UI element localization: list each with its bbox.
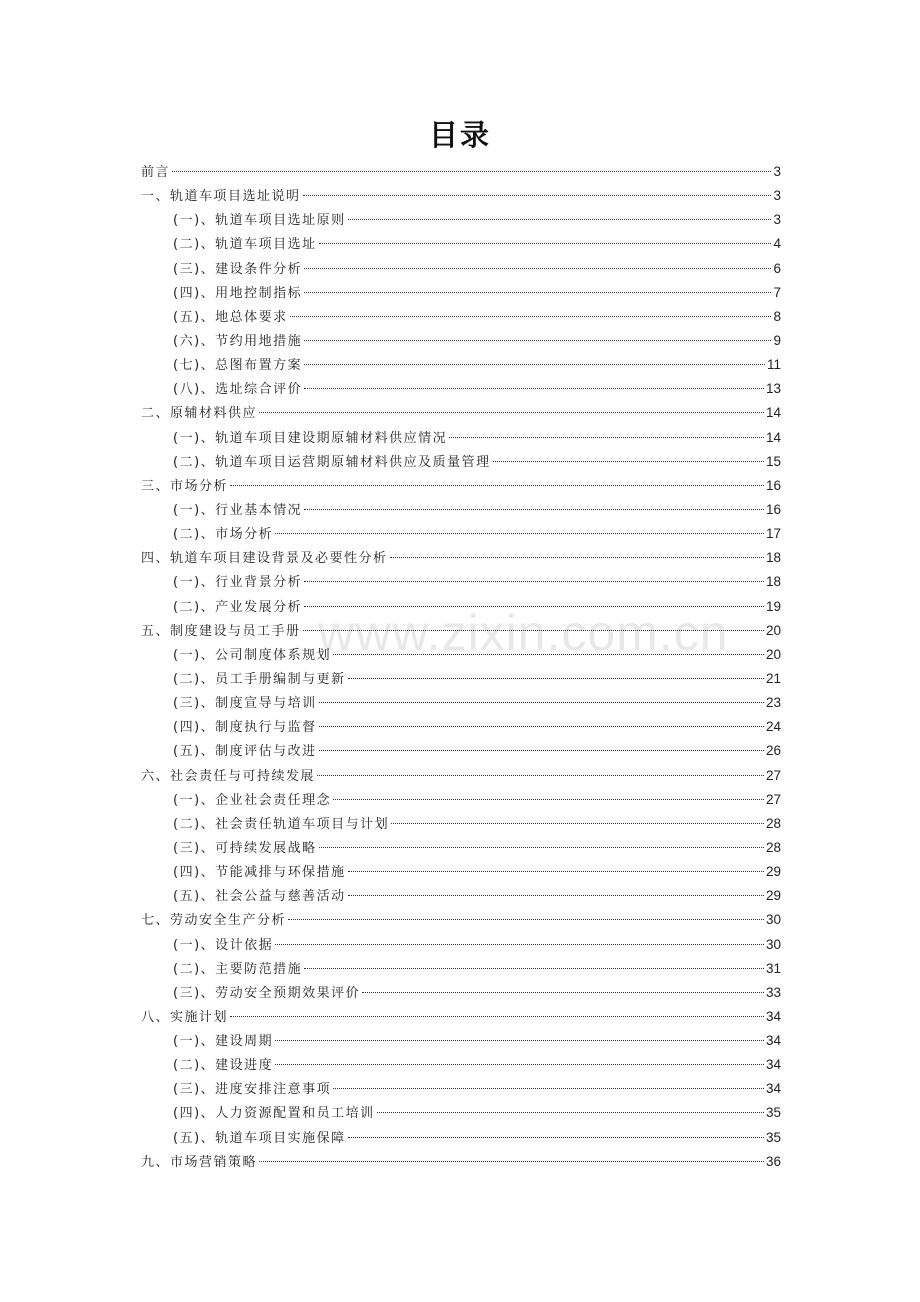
toc-entry-label: 前言 bbox=[141, 165, 171, 180]
toc-entry-page-number: 14 bbox=[765, 405, 781, 421]
dot-leader bbox=[449, 437, 764, 438]
dot-leader bbox=[362, 992, 764, 993]
dot-leader bbox=[303, 630, 764, 631]
dot-leader bbox=[172, 171, 771, 172]
toc-entry-label: (二)、轨道车项目选址 bbox=[173, 237, 317, 253]
table-of-contents bbox=[141, 160, 781, 1174]
toc-entry[interactable] bbox=[141, 884, 781, 908]
toc-entry[interactable] bbox=[141, 450, 781, 474]
toc-entry-page-number: 11 bbox=[766, 357, 781, 373]
toc-entry-label: (一)、公司制度体系规划 bbox=[173, 647, 332, 663]
toc-entry-label: (三)、制度宣导与培训 bbox=[173, 696, 317, 712]
toc-entry[interactable] bbox=[141, 329, 781, 353]
toc-entry[interactable] bbox=[141, 1126, 781, 1150]
dot-leader bbox=[333, 1088, 764, 1089]
toc-entry-label: (二)、轨道车项目运营期原辅材料供应及质量管理 bbox=[173, 454, 491, 470]
toc-entry[interactable] bbox=[141, 426, 781, 450]
dot-leader bbox=[304, 388, 764, 389]
page-title: 目录 bbox=[428, 118, 491, 152]
toc-entry-page-number: 20 bbox=[765, 622, 781, 638]
toc-entry-page-number: 15 bbox=[765, 453, 781, 469]
toc-entry[interactable] bbox=[141, 715, 781, 739]
toc-entry-label: (三)、劳动安全预期效果评价 bbox=[173, 985, 361, 1001]
toc-entry[interactable] bbox=[141, 305, 781, 329]
toc-entry-label: 四、轨道车项目建设背景及必要性分析 bbox=[141, 551, 388, 567]
toc-entry[interactable] bbox=[141, 860, 781, 884]
toc-entry-page-number: 3 bbox=[773, 188, 781, 204]
dot-leader bbox=[288, 919, 764, 920]
toc-entry-label: (二)、市场分析 bbox=[173, 527, 274, 543]
toc-entry-label: (一)、行业基本情况 bbox=[173, 502, 303, 518]
toc-entry[interactable] bbox=[141, 788, 781, 812]
toc-entry-label: (四)、人力资源配置和员工培训 bbox=[173, 1106, 375, 1122]
toc-entry-label: (五)、制度评估与改进 bbox=[173, 744, 317, 760]
toc-entry-page-number: 27 bbox=[765, 791, 781, 807]
toc-entry-page-number: 20 bbox=[765, 646, 781, 662]
toc-entry-label: 七、劳动安全生产分析 bbox=[141, 913, 287, 929]
toc-entry[interactable] bbox=[141, 908, 781, 932]
toc-entry-page-number: 3 bbox=[773, 164, 781, 179]
toc-entry-page-number: 36 bbox=[765, 1153, 781, 1169]
toc-entry-page-number: 31 bbox=[765, 960, 781, 976]
dot-leader bbox=[319, 847, 764, 848]
toc-entry[interactable] bbox=[141, 739, 781, 763]
toc-entry[interactable] bbox=[141, 353, 781, 377]
toc-entry-label: 六、社会责任与可持续发展 bbox=[141, 768, 316, 784]
toc-entry-label: (二)、社会责任轨道车项目与计划 bbox=[173, 816, 390, 832]
dot-leader bbox=[303, 195, 772, 196]
toc-entry-page-number: 21 bbox=[765, 670, 781, 686]
dot-leader bbox=[333, 799, 764, 800]
toc-entry-page-number: 27 bbox=[765, 767, 781, 783]
dot-leader bbox=[275, 944, 764, 945]
toc-entry[interactable] bbox=[141, 981, 781, 1005]
toc-entry[interactable] bbox=[141, 764, 781, 788]
toc-entry[interactable] bbox=[141, 160, 781, 184]
toc-entry-label: (一)、行业背景分析 bbox=[173, 575, 303, 591]
dot-leader bbox=[304, 292, 771, 293]
toc-entry-label: (二)、产业发展分析 bbox=[173, 599, 303, 615]
toc-entry-label: (二)、员工手册编制与更新 bbox=[173, 671, 346, 687]
toc-entry[interactable] bbox=[141, 377, 781, 401]
toc-entry-page-number: 30 bbox=[765, 936, 781, 952]
toc-entry-label: 五、制度建设与员工手册 bbox=[141, 623, 301, 639]
toc-entry-page-number: 26 bbox=[765, 743, 781, 759]
dot-leader bbox=[377, 1112, 764, 1113]
toc-entry-page-number: 7 bbox=[773, 284, 781, 300]
toc-entry[interactable] bbox=[141, 619, 781, 643]
toc-entry[interactable] bbox=[141, 643, 781, 667]
dot-leader bbox=[348, 895, 764, 896]
dot-leader bbox=[304, 968, 764, 969]
dot-leader bbox=[348, 219, 772, 220]
toc-entry[interactable] bbox=[141, 836, 781, 860]
dot-leader bbox=[275, 1040, 764, 1041]
toc-entry-label: (七)、总图布置方案 bbox=[173, 358, 303, 374]
toc-entry[interactable] bbox=[141, 667, 781, 691]
toc-entry-page-number: 18 bbox=[765, 550, 781, 566]
toc-entry-page-number: 29 bbox=[765, 864, 781, 880]
toc-entry-page-number: 4 bbox=[773, 236, 781, 252]
toc-entry[interactable] bbox=[141, 208, 781, 232]
toc-entry-label: (四)、用地控制指标 bbox=[173, 285, 303, 301]
toc-entry-page-number: 17 bbox=[765, 526, 781, 542]
watermark: www.zixin.com.cn bbox=[318, 605, 729, 661]
dot-leader bbox=[348, 871, 764, 872]
dot-leader bbox=[304, 268, 771, 269]
toc-entry-label: (一)、设计依据 bbox=[173, 937, 274, 953]
dot-leader bbox=[304, 606, 764, 607]
toc-entry[interactable] bbox=[141, 1101, 781, 1125]
dot-leader bbox=[259, 1161, 764, 1162]
toc-entry[interactable] bbox=[141, 957, 781, 981]
toc-entry-page-number: 34 bbox=[765, 1057, 781, 1073]
toc-entry-page-number: 16 bbox=[765, 477, 781, 493]
toc-entry[interactable] bbox=[141, 1005, 781, 1029]
toc-entry[interactable] bbox=[141, 401, 781, 425]
toc-entry-label: (八)、选址综合评价 bbox=[173, 382, 303, 398]
toc-entry-label: (五)、轨道车项目实施保障 bbox=[173, 1130, 346, 1146]
dot-leader bbox=[304, 340, 771, 341]
dot-leader bbox=[319, 243, 772, 244]
dot-leader bbox=[319, 750, 764, 751]
toc-entry[interactable] bbox=[141, 281, 781, 305]
toc-entry-label: (三)、可持续发展战略 bbox=[173, 840, 317, 856]
toc-entry-label: (四)、制度执行与监督 bbox=[173, 720, 317, 736]
toc-entry[interactable] bbox=[141, 498, 781, 522]
toc-entry-page-number: 29 bbox=[765, 888, 781, 904]
dot-leader bbox=[304, 509, 764, 510]
toc-entry-label: (一)、轨道车项目选址原则 bbox=[173, 213, 346, 229]
toc-entry[interactable] bbox=[141, 812, 781, 836]
toc-entry-label: (二)、建设进度 bbox=[173, 1058, 274, 1074]
toc-entry[interactable] bbox=[141, 691, 781, 715]
toc-entry-page-number: 28 bbox=[765, 839, 781, 855]
toc-entry-page-number: 16 bbox=[765, 501, 781, 517]
toc-entry-page-number: 34 bbox=[765, 1033, 781, 1049]
toc-entry-label: 八、实施计划 bbox=[141, 1009, 229, 1025]
toc-entry-label: (四)、节能减排与环保措施 bbox=[173, 865, 346, 881]
dot-leader bbox=[275, 1064, 764, 1065]
toc-entry-label: 三、市场分析 bbox=[141, 478, 229, 494]
toc-entry-page-number: 8 bbox=[773, 308, 781, 324]
toc-entry[interactable] bbox=[141, 1053, 781, 1077]
toc-entry-page-number: 24 bbox=[765, 719, 781, 735]
toc-entry-label: (五)、地总体要求 bbox=[173, 309, 288, 325]
toc-entry[interactable] bbox=[141, 232, 781, 256]
toc-entry-page-number: 23 bbox=[765, 695, 781, 711]
toc-entry-page-number: 28 bbox=[765, 815, 781, 831]
dot-leader bbox=[390, 557, 764, 558]
toc-entry-label: 二、原辅材料供应 bbox=[141, 406, 258, 422]
dot-leader bbox=[348, 1137, 764, 1138]
toc-entry-page-number: 18 bbox=[765, 574, 781, 590]
toc-entry-page-number: 34 bbox=[765, 1008, 781, 1024]
toc-entry[interactable] bbox=[141, 595, 781, 619]
dot-leader bbox=[333, 654, 764, 655]
toc-entry[interactable] bbox=[141, 1077, 781, 1101]
toc-entry-page-number: 35 bbox=[765, 1129, 781, 1145]
dot-leader bbox=[391, 823, 764, 824]
dot-leader bbox=[230, 1016, 764, 1017]
dot-leader bbox=[493, 461, 764, 462]
toc-entry-page-number: 19 bbox=[765, 598, 781, 614]
toc-entry-label: (三)、建设条件分析 bbox=[173, 261, 303, 277]
toc-entry[interactable] bbox=[141, 546, 781, 570]
dot-leader bbox=[259, 412, 764, 413]
toc-entry[interactable] bbox=[141, 570, 781, 594]
toc-entry[interactable] bbox=[141, 522, 781, 546]
toc-entry-page-number: 33 bbox=[765, 984, 781, 1000]
dot-leader bbox=[304, 581, 764, 582]
dot-leader bbox=[348, 678, 764, 679]
toc-entry-page-number: 9 bbox=[773, 332, 781, 348]
toc-entry[interactable] bbox=[141, 257, 781, 281]
dot-leader bbox=[319, 726, 764, 727]
dot-leader bbox=[275, 533, 764, 534]
toc-entry-page-number: 13 bbox=[765, 381, 781, 397]
toc-entry[interactable] bbox=[141, 184, 781, 208]
toc-entry-page-number: 34 bbox=[765, 1081, 781, 1097]
toc-entry-page-number: 6 bbox=[773, 260, 781, 276]
toc-entry-label: (一)、建设周期 bbox=[173, 1034, 274, 1050]
toc-entry[interactable] bbox=[141, 933, 781, 957]
toc-entry-page-number: 35 bbox=[765, 1105, 781, 1121]
toc-entry-label: (一)、企业社会责任理念 bbox=[173, 792, 332, 808]
dot-leader bbox=[319, 702, 764, 703]
toc-entry[interactable] bbox=[141, 474, 781, 498]
toc-entry[interactable] bbox=[141, 1029, 781, 1053]
toc-entry-label: 九、市场营销策略 bbox=[141, 1154, 258, 1170]
toc-entry-page-number: 14 bbox=[765, 429, 781, 445]
toc-entry-page-number: 30 bbox=[765, 912, 781, 928]
dot-leader bbox=[304, 364, 765, 365]
toc-entry[interactable] bbox=[141, 1150, 781, 1174]
toc-entry-label: (一)、轨道车项目建设期原辅材料供应情况 bbox=[173, 430, 448, 446]
toc-entry-label: (五)、社会公益与慈善活动 bbox=[173, 889, 346, 905]
dot-leader bbox=[290, 316, 772, 317]
dot-leader bbox=[317, 775, 764, 776]
dot-leader bbox=[230, 485, 764, 486]
toc-entry-page-number: 3 bbox=[773, 212, 781, 228]
toc-entry-label: 一、轨道车项目选址说明 bbox=[141, 189, 301, 205]
toc-entry-label: (三)、进度安排注意事项 bbox=[173, 1082, 332, 1098]
toc-entry-label: (六)、节约用地措施 bbox=[173, 333, 303, 349]
toc-entry-label: (二)、主要防范措施 bbox=[173, 961, 303, 977]
